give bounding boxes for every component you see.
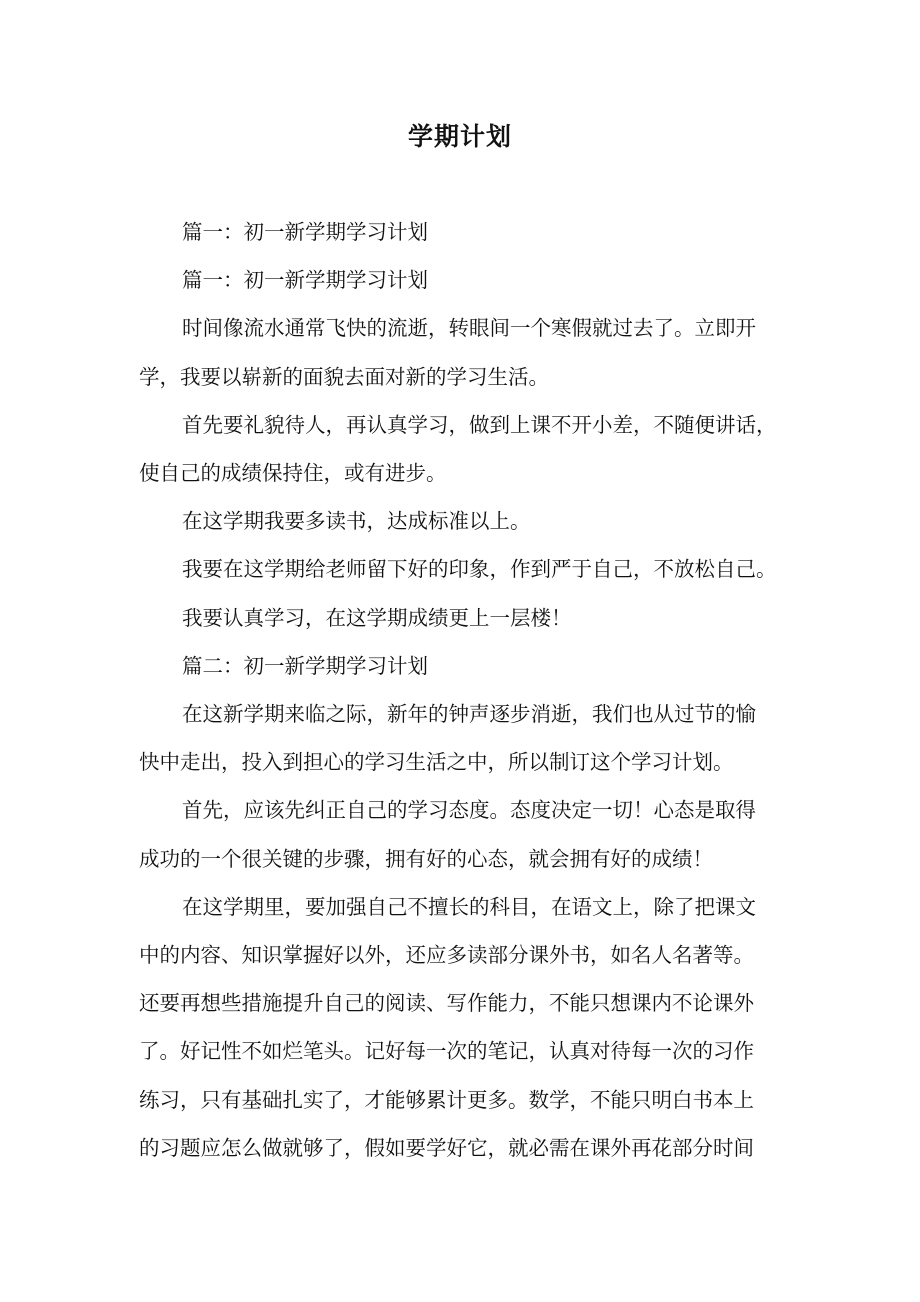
text-line: 了。好记性不如烂笔头。记好每一次的笔记，认真对待每一次的习作	[139, 1039, 754, 1064]
text-line: 我要在这学期给老师留下好的印象，作到严于自己，不放松自己。	[182, 557, 777, 582]
text-line: 我要认真学习，在这学期成绩更上一层楼！	[182, 605, 572, 630]
text-line: 时间像流水通常飞快的流逝，转眼间一个寒假就过去了。立即开	[182, 316, 756, 341]
text-line: 学，我要以崭新的面貌去面对新的学习生活。	[139, 364, 549, 389]
paragraph	[139, 304, 791, 400]
text-line: 篇二：初一新学期学习计划	[182, 653, 428, 678]
text-line: 快中走出，投入到担心的学习生活之中，所以制订这个学习计划。	[139, 750, 734, 775]
document-body	[139, 208, 791, 1172]
paragraph	[139, 256, 791, 304]
text-line: 篇一：初一新学期学习计划	[182, 268, 428, 293]
text-line: 首先，应该先纠正自己的学习态度。态度决定一切！心态是取得	[182, 798, 756, 823]
text-line: 的习题应怎么做就够了，假如要学好它，就必需在课外再花部分时间	[139, 1135, 754, 1160]
paragraph	[139, 690, 791, 786]
text-line: 使自己的成绩保持住，或有进步。	[139, 461, 447, 486]
text-line: 成功的一个很关键的步骤，拥有好的心态，就会拥有好的成绩！	[139, 846, 713, 871]
paragraph	[139, 497, 791, 545]
paragraph	[139, 786, 791, 882]
text-line: 首先要礼貌待人，再认真学习，做到上课不开小差，不随便讲话，	[182, 412, 777, 437]
text-line: 在这新学期来临之际，新年的钟声逐步消逝，我们也从过节的愉	[182, 702, 756, 727]
text-line: 在这学期我要多读书，达成标准以上。	[182, 509, 531, 534]
text-line: 练习，只有基础扎实了，才能够累计更多。数学，不能只明白书本上	[139, 1087, 754, 1112]
paragraph	[139, 642, 791, 690]
text-line: 还要再想些措施提升自己的阅读、写作能力，不能只想课内不论课外	[139, 991, 754, 1016]
paragraph	[139, 545, 791, 593]
text-line: 篇一：初一新学期学习计划	[182, 220, 428, 244]
paragraph	[139, 401, 791, 497]
text-line: 在这学期里，要加强自己不擅长的科目，在语文上，除了把课文	[182, 894, 756, 919]
paragraph	[139, 594, 791, 642]
paragraph	[139, 208, 791, 256]
text-line: 中的内容、知识掌握好以外，还应多读部分课外书，如名人名著等。	[139, 943, 754, 968]
document-title: 学期计划	[407, 122, 512, 151]
paragraph	[139, 883, 791, 1172]
